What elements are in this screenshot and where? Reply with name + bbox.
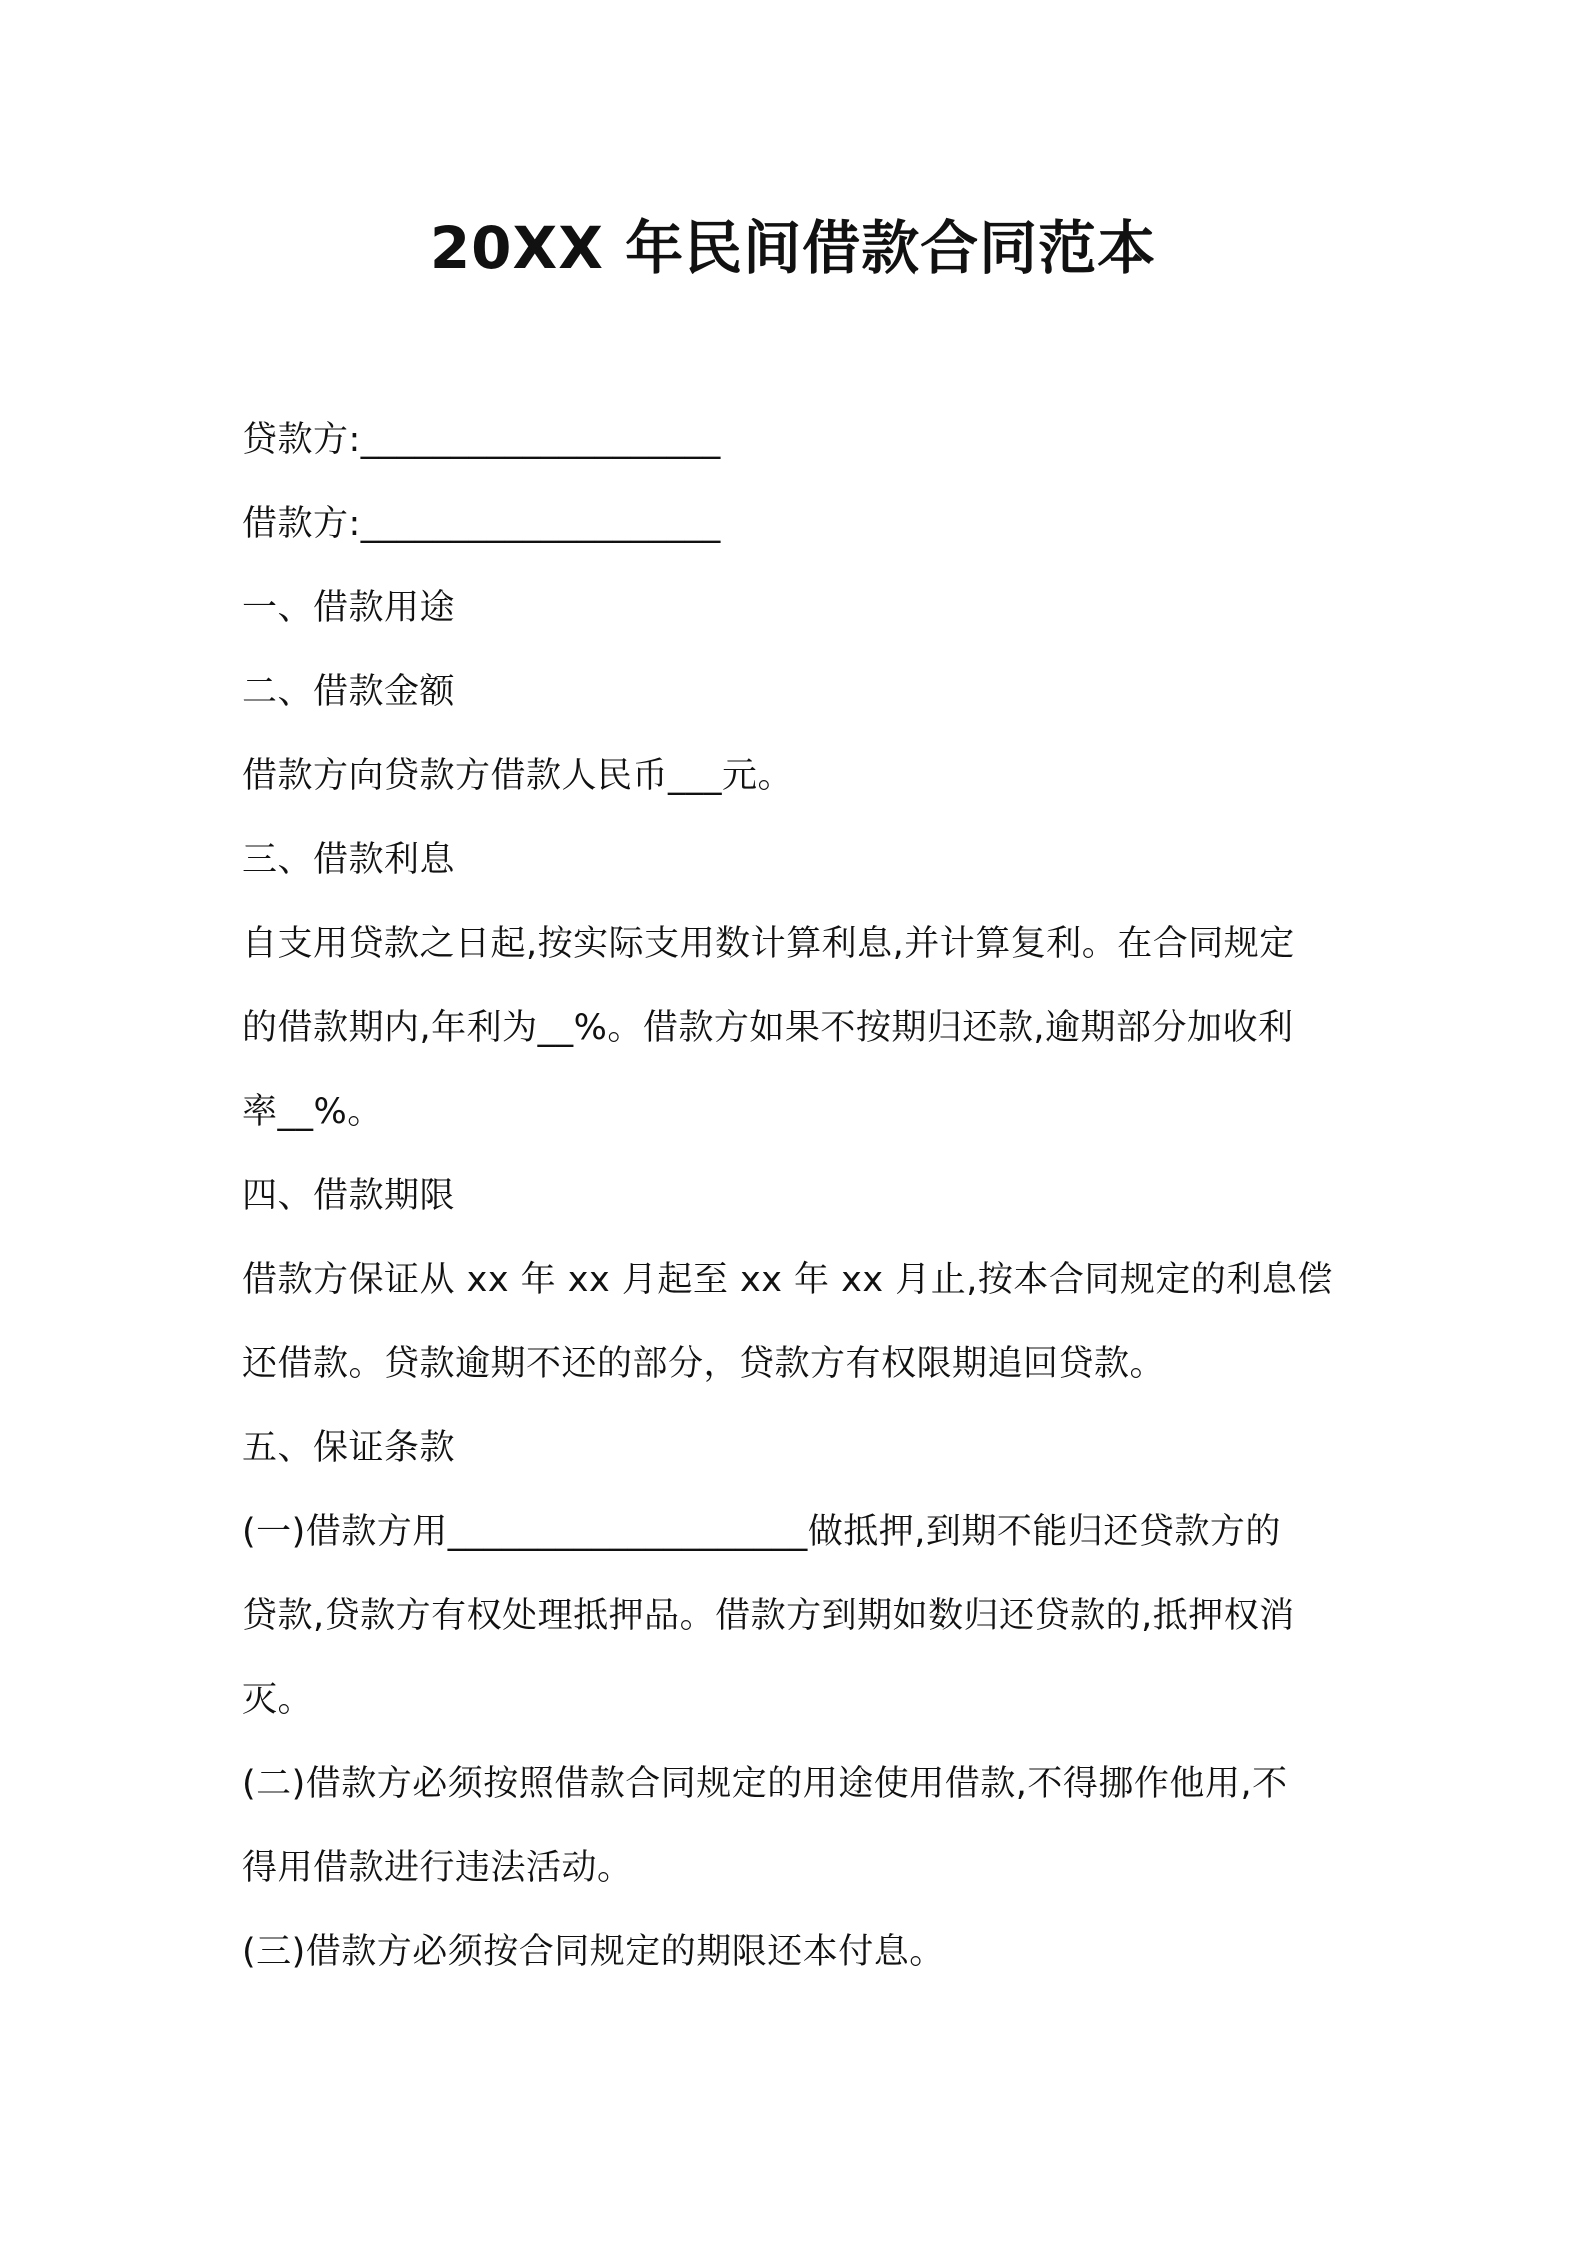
paragraph-line: 得用借款进行违法活动。 — [242, 1848, 633, 1888]
paragraph-line: 自支用贷款之日起,按实际支用数计算利息,并计算复利。在合同规定 — [242, 924, 1295, 964]
document-body — [242, 398, 1358, 1994]
paragraph-line: 借款方向贷款方借款人民币___元。 — [242, 756, 794, 796]
section-heading-term: 四、借款期限 — [242, 1176, 456, 1216]
paragraph-line: (一)借款方用____________________做抵押,到期不能归还贷款方的 — [242, 1512, 1281, 1552]
document-title: 20XX 年民间借款合同范本 — [429, 214, 1157, 282]
lender-line: 贷款方:____________________ — [242, 420, 721, 460]
borrower-line: 借款方:____________________ — [242, 504, 721, 544]
paragraph-line: (二)借款方必须按照借款合同规定的用途使用借款,不得挪作他用,不 — [242, 1764, 1288, 1804]
paragraph-line: 灭。 — [242, 1680, 314, 1720]
section-heading-guarantee: 五、保证条款 — [242, 1428, 456, 1468]
paragraph-line: (三)借款方必须按合同规定的期限还本付息。 — [242, 1932, 945, 1972]
paragraph-line: 的借款期内,年利为__%。借款方如果不按期归还款,逾期部分加收利 — [242, 1008, 1294, 1048]
section-heading-interest: 三、借款利息 — [242, 840, 456, 880]
paragraph-line: 贷款,贷款方有权处理抵押品。借款方到期如数归还贷款的,抵押权消 — [242, 1596, 1295, 1636]
section-heading-purpose: 一、借款用途 — [242, 588, 456, 628]
paragraph-line: 率__%。 — [242, 1092, 383, 1132]
paragraph-line: 借款方保证从 xx 年 xx 月起至 xx 年 xx 月止,按本合同规定的利息偿 — [242, 1260, 1333, 1300]
paragraph-line: 还借款。贷款逾期不还的部分，贷款方有权限期追回贷款。 — [242, 1344, 1166, 1384]
section-heading-amount: 二、借款金额 — [242, 672, 456, 712]
